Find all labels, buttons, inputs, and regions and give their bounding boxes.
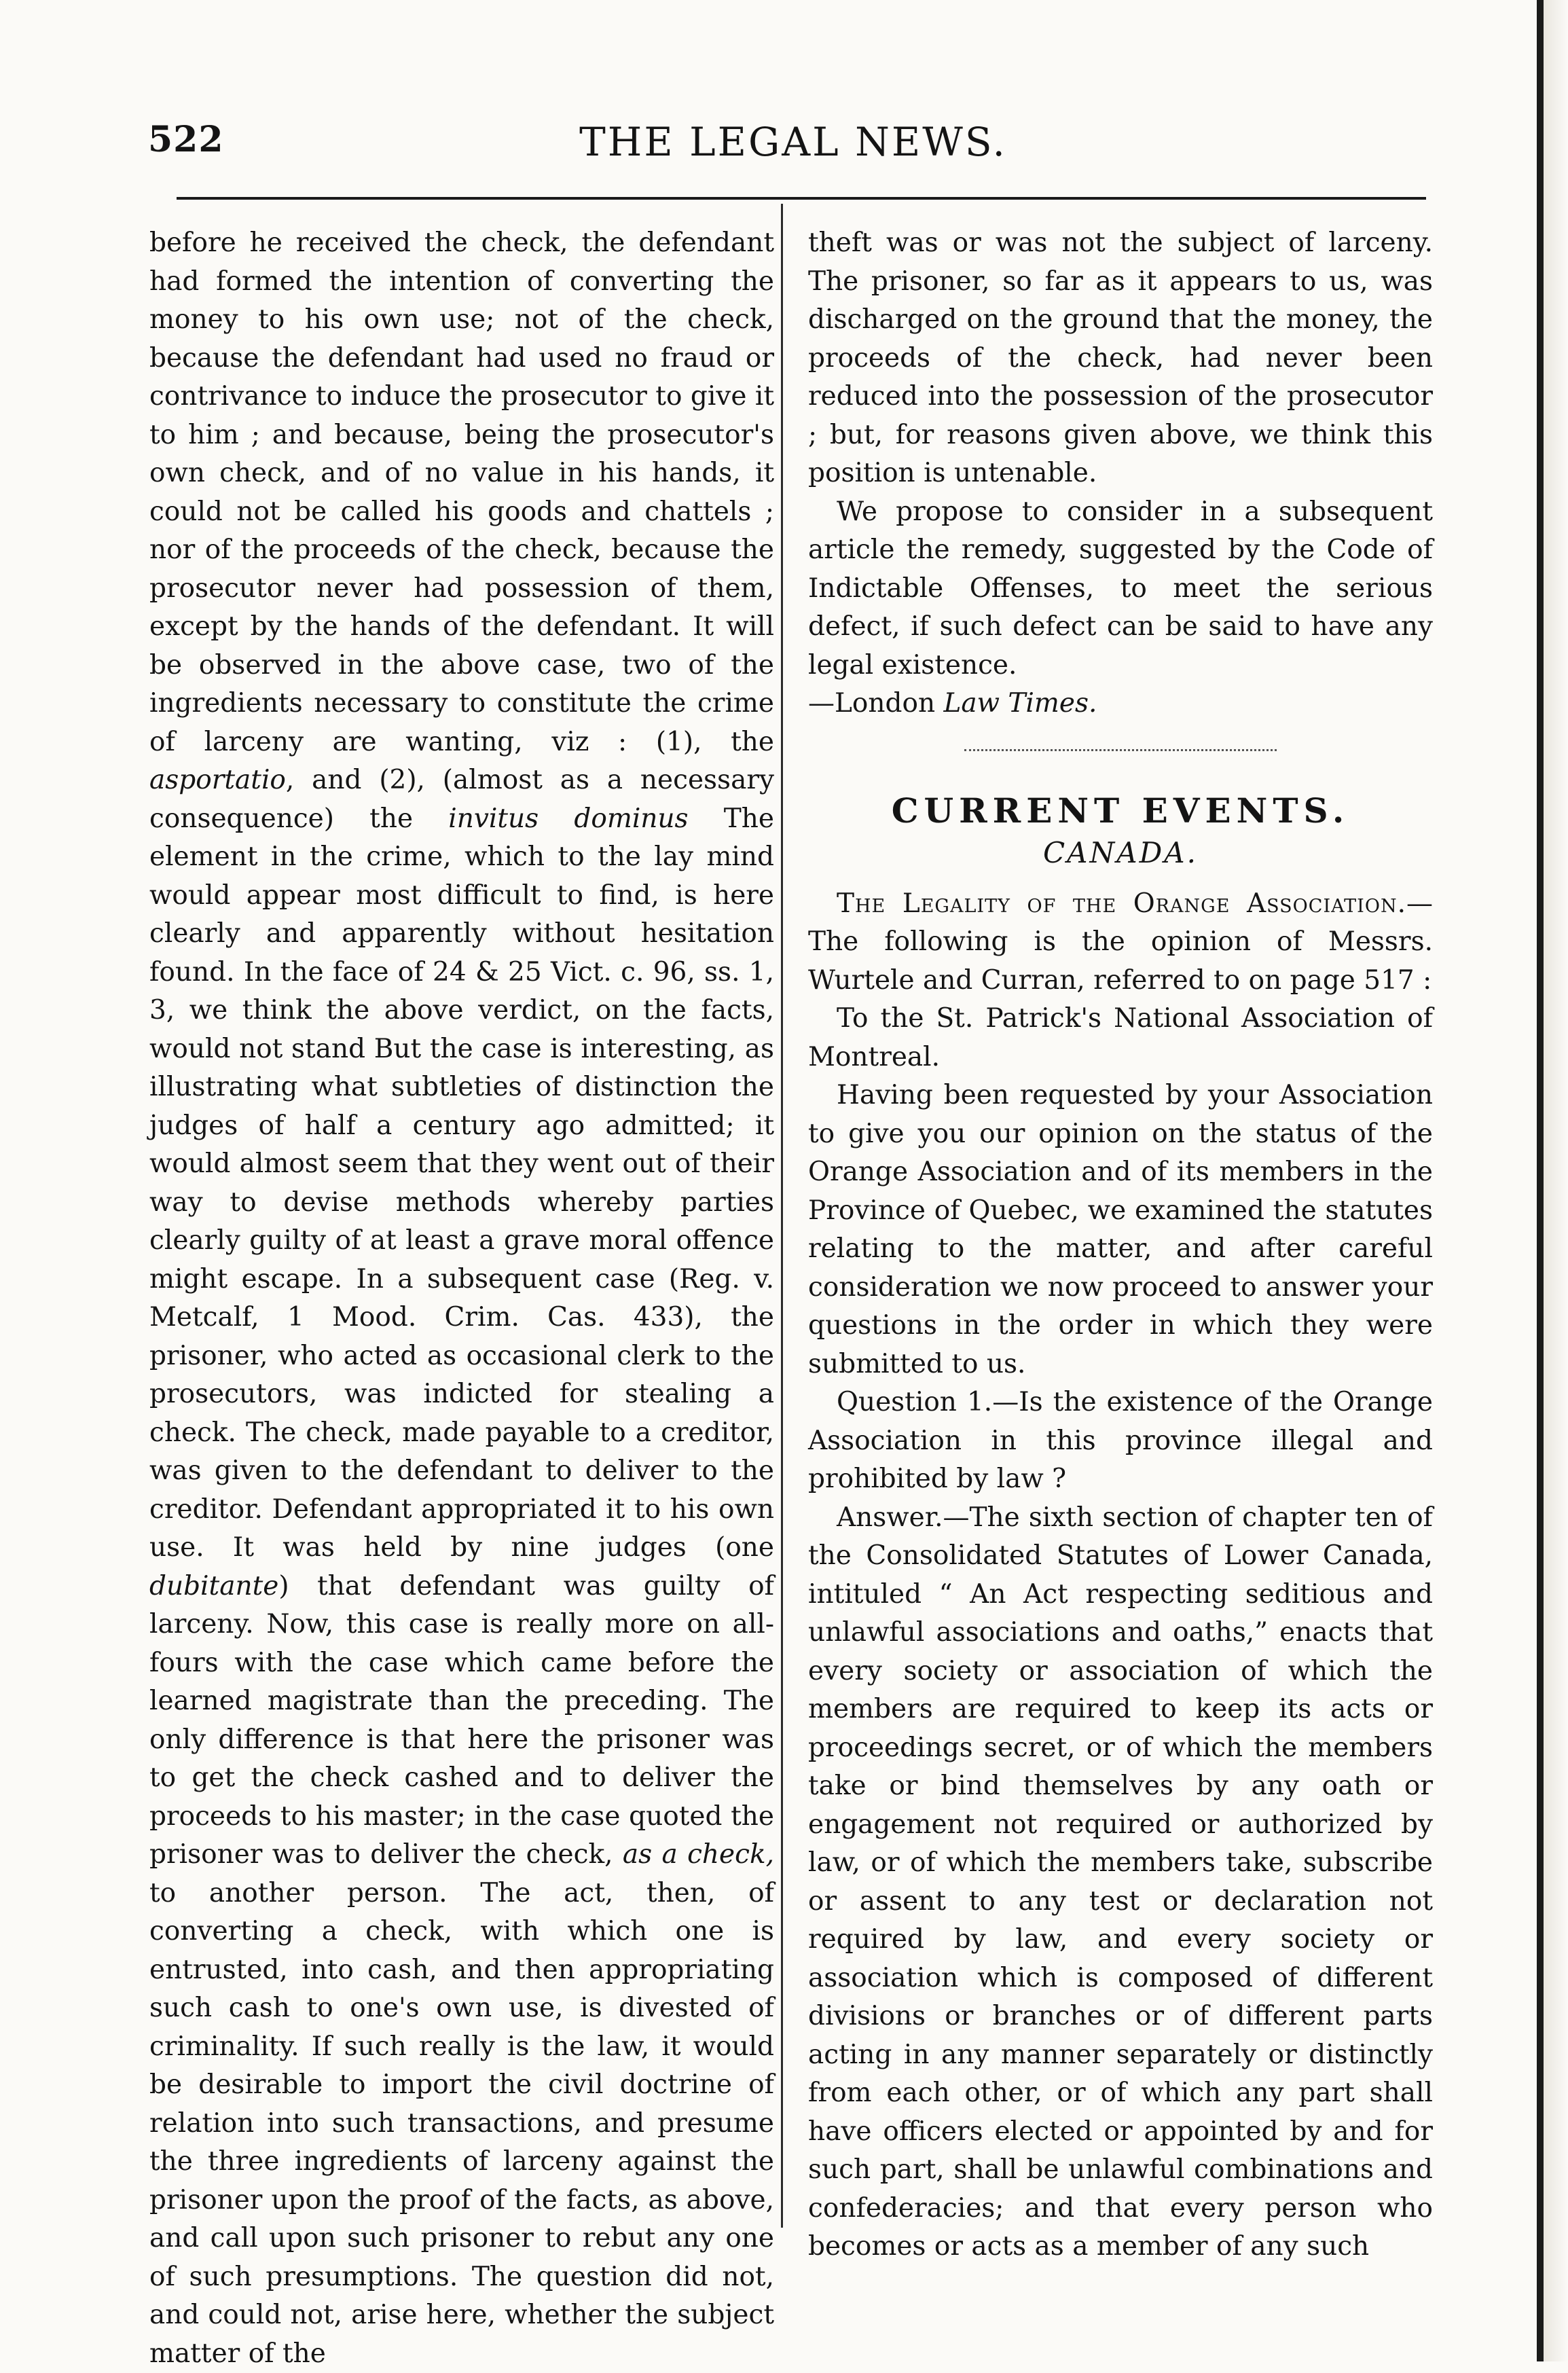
- right-paragraph-7: Answer.—The sixth section of chapter ten of the Consolidated Statutes of Lower Canada, intituled “ An Act respecting seditious and unlawful associations and oaths,” enacts that every society or association of which the members are required to keep its acts or proceedings secret, or of which the members take or bind themselves by any oath or engagement not required or authorized by law, or of which the members take, subscribe or assent to any test or declaration not required by law, and every society or association which is composed of different divisions or branches or of different parts acting in any manner separately or distinctly from each other, or of which any part shall have officers elected or appointed by and for such part, shall be unlawful combinations and confederacies; and that every person who becomes or acts as a member of any such: [808, 1502, 1433, 2262]
- text-run: The element in the crime, which to the lay mind would appear most difficult to find, is here clearly and apparently without hesitation found. In the face of 24 & 25 Vict. c. 96, ss. 1, 3, we think the above verdict, on the facts, would not stand But the case is interesting, as illustrating what subtleties of distinction the judges of half a century ago admitted; it would almost seem that they went out of their way to devise methods whereby parties clearly guilty of at least a grave moral offence might escape. In a subsequent case (Reg. v. Metcalf, 1 Mood. Crim. Cas. 433), the prisoner, who acted as occasional clerk to the prosecutors, was indicted for stealing a check. The check, made payable to a creditor, was given to the defendant to deliver to the creditor. Defendant appropriated it to his own use. It was held by nine judges (one: [149, 803, 774, 1563]
- article-heading: The Legality of the Orange Association.: [837, 888, 1406, 919]
- italic-term: dubitante: [149, 1570, 279, 1601]
- text-run: ) that defendant was guilty of larceny. Now, this case is really more on all-fours with the case which came before the learned magistrate than the preceding. The only difference is that here the prisoner was to get the check cashed and to deliver the proceeds to his master; in the case quoted the prisoner was to deliver the check,: [149, 1570, 774, 1870]
- left-column: [149, 224, 774, 2373]
- left-paragraph-1: [149, 224, 774, 2373]
- text-run: The following is the opinion of Messrs. Wurtele and Curran, referred to on page 517 :: [808, 926, 1433, 996]
- italic-term: asportatio: [149, 765, 286, 795]
- section-title: CURRENT EVENTS.: [891, 790, 1350, 831]
- text-run: We propose to consider in a subsequent article the remedy, suggested by the Code of Indictable Offenses, to meet the serious defect, if such defect can be said to have any legal existence.: [808, 496, 1433, 681]
- column-divider: [781, 204, 783, 2228]
- running-title: THE LEGAL NEWS.: [579, 119, 1007, 165]
- heading-dash: —: [1406, 888, 1433, 919]
- page-header: [148, 119, 1438, 180]
- text-run: to another person. The act, then, of converting a check, with which one is entrusted, into cash, and then appropriating such cash to one's own use, is divested of criminality. If such really is the law, it would be desirable to import the civil doctrine of relation into such transactions, and presume the three ingredients of larceny against the prisoner upon the proof of the facts, as above, and call upon such prisoner to rebut any one of such presumptions. The question did not, and could not, arise here, whether the subject matter of the: [149, 1877, 774, 2369]
- right-paragraph-4: To the St. Patrick's National Association of Montreal.: [808, 1003, 1433, 1072]
- section-subtitle: CANADA.: [1043, 836, 1198, 869]
- page-number: 522: [148, 119, 224, 160]
- section-separator: [964, 749, 1277, 751]
- page-edge-shadow: [1544, 0, 1568, 2361]
- header-rule: [177, 197, 1426, 200]
- binding-edge: [1537, 0, 1544, 2361]
- source-title: Law Times.: [943, 688, 1097, 719]
- right-paragraph-5: Having been requested by your Association to give you our opinion on the status of the Orange Association and of its members in the Province of Quebec, we examined the statutes relating to the matter, and after careful consideration we now proceed to answer your questions in the order in which they were submitted to us.: [808, 1080, 1433, 1379]
- source-prefix: —London: [808, 688, 944, 719]
- text-run: , and (2), (almost as a necessary consequence) the: [149, 765, 774, 834]
- italic-term: as a check,: [622, 1839, 774, 1870]
- right-paragraph-1: theft was or was not the subject of larceny. The prisoner, so far as it appears to us, was discharged on the ground that the money, the proceeds of the check, had never been reduced into the possession of the prosecutor ; but, for reasons given above, we think this position is untenable.: [808, 228, 1433, 488]
- right-paragraph-3: [808, 885, 1433, 1000]
- text-run: before he received the check, the defendant had formed the intention of converting the money to his own use; not of the check, because the defendant had used no fraud or contrivance to induce the prosecutor to give it to him ; and because, being the prosecutor's own check, and of no value in his hands, it could not be called his goods and chattels ; nor of the proceeds of the check, because the prosecutor never had possession of them, except by the hands of the defendant. It will be observed in the above case, two of the ingredients necessary to constitute the crime of larceny are wanting, viz : (1), the: [149, 228, 774, 757]
- right-paragraph-6: Question 1.—Is the existence of the Orange Association in this province illegal and prohibited by law ?: [808, 1387, 1433, 1494]
- right-paragraph-2: [808, 493, 1433, 723]
- right-column: [808, 224, 1433, 2266]
- italic-term: invitus dominus: [448, 803, 689, 834]
